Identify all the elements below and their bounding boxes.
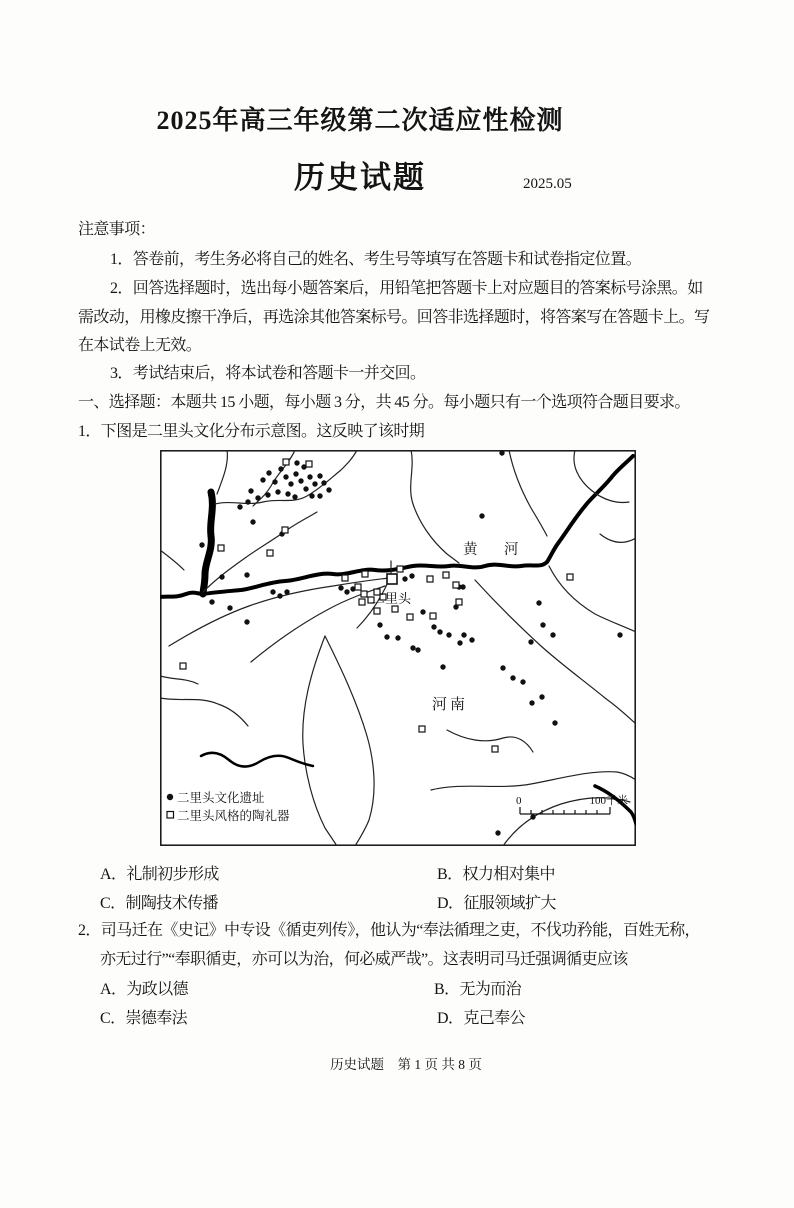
site-dot bbox=[237, 504, 242, 509]
site-dot bbox=[338, 585, 343, 590]
site-dot bbox=[275, 489, 280, 494]
yellow-river-label: 黄 河 bbox=[463, 542, 525, 558]
vessel-square bbox=[419, 726, 425, 732]
site-dot bbox=[440, 664, 445, 669]
site-dot bbox=[209, 599, 214, 604]
site-dot bbox=[377, 622, 382, 627]
vessel-square bbox=[492, 746, 498, 752]
site-dot bbox=[312, 481, 317, 486]
legend-sites-label: 二里头文化遗址 bbox=[177, 791, 265, 805]
site-dot bbox=[409, 573, 414, 578]
vessel-square bbox=[361, 591, 367, 597]
vessel-square bbox=[392, 606, 398, 612]
q1-stem: 1．下图是二里头文化分布示意图。这反映了该时期 bbox=[78, 423, 425, 440]
q2-stem-line-1: 2．司马迁在《史记》中专设《循吏列传》，他认为“奉法循理之吏，不伐功矜能，百姓无称， bbox=[78, 922, 700, 939]
site-dot bbox=[283, 474, 288, 479]
vessel-square bbox=[267, 550, 273, 556]
exam-title: 2025年高三年级第二次适应性检测 bbox=[156, 106, 564, 135]
site-dot bbox=[326, 487, 331, 492]
site-dot bbox=[539, 694, 544, 699]
site-dot bbox=[255, 495, 260, 500]
vessel-square bbox=[567, 574, 573, 580]
site-dot bbox=[307, 474, 312, 479]
site-dot bbox=[284, 589, 289, 594]
erlitou-label: 二里头 bbox=[372, 591, 412, 606]
site-dot bbox=[272, 479, 277, 484]
site-dot bbox=[420, 609, 425, 614]
site-dot bbox=[552, 720, 557, 725]
scale-end-label: 100千米 bbox=[589, 795, 628, 807]
site-dot bbox=[288, 481, 293, 486]
page-footer: 历史试题 第 1 页 共 8 页 bbox=[330, 1057, 482, 1072]
vessel-square bbox=[427, 576, 433, 582]
site-dot bbox=[431, 624, 436, 629]
henan-label: 河南 bbox=[432, 697, 469, 713]
q2-option-c: C．崇德奉法 bbox=[100, 1010, 188, 1027]
site-dot bbox=[500, 665, 505, 670]
vessel-square bbox=[282, 527, 288, 533]
site-dot bbox=[495, 830, 500, 835]
site-dot bbox=[344, 589, 349, 594]
notice-line-4: 在本试卷上无效。 bbox=[78, 337, 202, 354]
vessel-square bbox=[218, 545, 224, 551]
site-dot bbox=[536, 600, 541, 605]
section1-heading: 一、选择题：本题共 15 小题，每小题 3 分，共 45 分。每小题只有一个选项符合题目要求。 bbox=[78, 394, 690, 411]
scale-zero-label: 0 bbox=[516, 795, 522, 807]
site-dot bbox=[293, 471, 298, 476]
site-dot bbox=[248, 488, 253, 493]
site-dot bbox=[499, 450, 504, 455]
site-dot bbox=[446, 632, 451, 637]
legend-vessels-label: 二里头风格的陶礼器 bbox=[177, 809, 290, 823]
site-dot bbox=[540, 622, 545, 627]
vessel-square bbox=[362, 571, 368, 577]
site-dot bbox=[317, 493, 322, 498]
site-dot bbox=[437, 629, 442, 634]
erlitou-site-square bbox=[387, 574, 397, 584]
site-dot bbox=[199, 542, 204, 547]
site-dot bbox=[292, 494, 297, 499]
site-dot bbox=[265, 492, 270, 497]
q2-stem-line-2: 亦无过行”“奉职循吏，亦可以为治，何必威严哉”。这表明司马迁强调循吏应该 bbox=[100, 951, 628, 968]
vessel-square bbox=[443, 572, 449, 578]
notice-line-1: 1．答卷前，考生务必将自己的姓名、考生号等填写在答题卡和试卷指定位置。 bbox=[110, 251, 642, 268]
q1-option-a: A．礼制初步形成 bbox=[100, 866, 219, 883]
site-dot bbox=[244, 619, 249, 624]
vessel-square bbox=[342, 575, 348, 581]
site-dot bbox=[457, 640, 462, 645]
site-dot bbox=[617, 632, 622, 637]
site-dot bbox=[294, 460, 299, 465]
vessel-square bbox=[453, 582, 459, 588]
vessel-square bbox=[355, 584, 361, 590]
vessel-square bbox=[359, 599, 365, 605]
q2-option-a: A．为政以德 bbox=[100, 981, 188, 998]
site-dot bbox=[530, 814, 535, 819]
vessel-square bbox=[306, 461, 312, 467]
vessel-square bbox=[283, 459, 289, 465]
site-dot bbox=[303, 486, 308, 491]
site-dot bbox=[410, 645, 415, 650]
site-dot bbox=[298, 478, 303, 483]
vessel-square bbox=[407, 614, 413, 620]
site-dot bbox=[520, 679, 525, 684]
site-dot bbox=[460, 584, 465, 589]
q2-option-d: D．克己奉公 bbox=[437, 1010, 525, 1027]
site-dot bbox=[277, 593, 282, 598]
notice-line-5: 3．考试结束后，将本试卷和答题卡一并交回。 bbox=[110, 365, 426, 382]
notice-line-2: 2．回答选择题时，选出每小题答案后，用铅笔把答题卡上对应题目的答案标号涂黑。如 bbox=[110, 280, 703, 297]
vessel-square bbox=[180, 663, 186, 669]
q2-option-b: B．无为而治 bbox=[434, 981, 522, 998]
site-dot bbox=[278, 466, 283, 471]
site-dot bbox=[321, 480, 326, 485]
erlitou-map-figure bbox=[160, 450, 636, 846]
legend-site-dot-icon bbox=[167, 794, 173, 800]
q1-option-c: C．制陶技术传播 bbox=[100, 895, 218, 912]
site-dot bbox=[266, 470, 271, 475]
site-dot bbox=[227, 605, 232, 610]
site-dot bbox=[529, 700, 534, 705]
site-dot bbox=[510, 675, 515, 680]
notice-heading: 注意事项： bbox=[78, 221, 156, 238]
vessel-square bbox=[456, 599, 462, 605]
vessel-square bbox=[374, 608, 380, 614]
site-dot bbox=[245, 499, 250, 504]
site-dot bbox=[550, 632, 555, 637]
site-dot bbox=[317, 473, 322, 478]
site-dot bbox=[285, 491, 290, 496]
site-dot bbox=[219, 574, 224, 579]
map-border bbox=[161, 451, 635, 845]
exam-date: 2025.05 bbox=[523, 176, 572, 192]
site-dot bbox=[469, 637, 474, 642]
site-dot bbox=[309, 493, 314, 498]
site-dot bbox=[250, 519, 255, 524]
vessel-square bbox=[430, 613, 436, 619]
site-dot bbox=[270, 589, 275, 594]
site-dot bbox=[395, 635, 400, 640]
subject-title: 历史试题 bbox=[294, 160, 426, 195]
site-dot bbox=[402, 576, 407, 581]
vessel-square bbox=[397, 566, 403, 572]
q1-option-b: B．权力相对集中 bbox=[437, 866, 555, 883]
q1-option-d: D．征服领域扩大 bbox=[437, 895, 556, 912]
site-dot bbox=[415, 647, 420, 652]
erlitou-map-svg bbox=[160, 450, 636, 846]
site-dot bbox=[528, 639, 533, 644]
site-dot bbox=[260, 477, 265, 482]
site-dot bbox=[244, 572, 249, 577]
site-dot bbox=[461, 632, 466, 637]
notice-line-3: 需改动，用橡皮擦干净后，再选涂其他答案标号。回答非选择题时，将答案写在答题卡上。写 bbox=[78, 309, 710, 326]
site-dot bbox=[479, 513, 484, 518]
site-dot bbox=[384, 634, 389, 639]
